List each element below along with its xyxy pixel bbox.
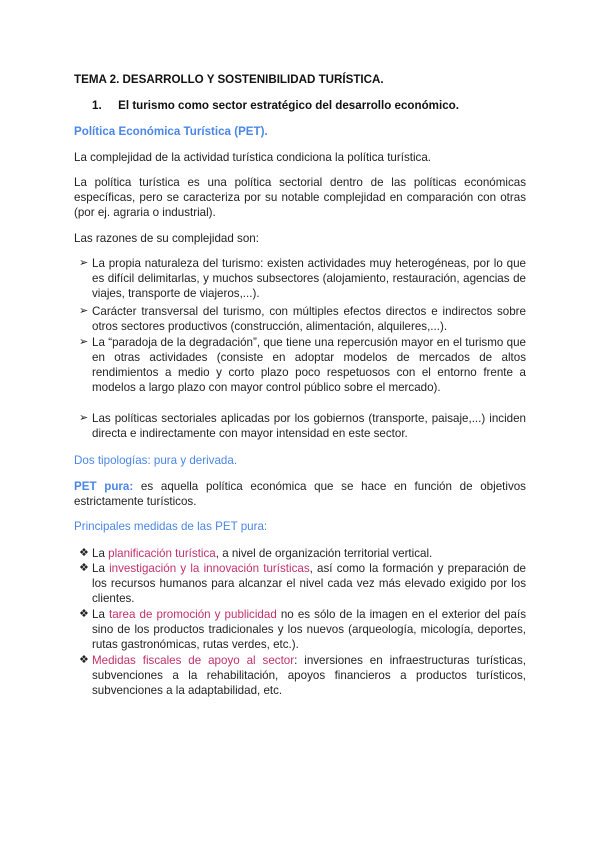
arrow-bullet-icon: ➢ bbox=[79, 412, 89, 424]
document-title: TEMA 2. DESARROLLO Y SOSTENIBILIDAD TURÍSTICA. bbox=[74, 73, 384, 86]
measure-highlight: tarea de promoción y publicidad bbox=[108, 608, 277, 621]
section-heading bbox=[92, 98, 526, 113]
reason-text: La “paradoja de la degradación”, que tiene una repercusión mayor en el turismo que en otras actividades (consiste en adoptar modelos de mercados de altos rendimientos a medio y corto plazo poco respetuosos con el entorno frente a modelos a largo plazo con mayor control público sobre el mercado). bbox=[92, 336, 526, 394]
measure-highlight: investigación y la innovación turísticas bbox=[109, 562, 310, 575]
measure-post: , así como la formación y preparación de los recursos humanos para alcanzar el nivel cada vez más elevado exigido por los clientes. bbox=[92, 562, 526, 605]
pet-pura-label: PET pura: bbox=[74, 480, 134, 493]
pet-pura-definition bbox=[74, 479, 526, 509]
diamond-bullet-icon: ❖ bbox=[79, 654, 89, 666]
pet-pura-text: es aquella política económica que se hace en función de objetivos estrictamente turísticos. bbox=[74, 480, 526, 508]
measure-pre: La bbox=[92, 608, 109, 621]
paragraph-sectoral-policy: La política turística es una política sectorial dentro de las políticas económicas específicas, pero se caracteriza por su notable complejidad en comparación con otras (por ej. agraria o industrial). bbox=[74, 176, 526, 219]
measure-text bbox=[92, 607, 526, 652]
measure-text bbox=[92, 546, 526, 561]
paragraph-complexity: La complejidad de la actividad turística condiciona la política turística. bbox=[74, 151, 432, 164]
measure-pre: La bbox=[92, 547, 109, 560]
reason-text: Carácter transversal del turismo, con múltiples efectos directos e indirectos sobre otros sectores productivos (construcción, alimentación, alquileres,...). bbox=[92, 305, 526, 333]
reasons-intro: Las razones de su complejidad son: bbox=[74, 232, 259, 245]
arrow-bullet-icon: ➢ bbox=[79, 305, 89, 317]
reason-text: Las políticas sectoriales aplicadas por los gobiernos (transporte, paisaje,...) inciden directa e indirectamente con mayor intensidad en este sector. bbox=[92, 412, 526, 440]
measure-pre: La bbox=[92, 562, 110, 575]
measure-text bbox=[92, 653, 526, 698]
section-number: 1. bbox=[92, 99, 102, 112]
measure-post: : inversiones en infraestructuras turísticas, subvenciones a la rehabilitación, apoyos financieros a productos turísticos, subvenciones a la adaptabilidad, etc. bbox=[92, 654, 527, 697]
diamond-bullet-icon: ❖ bbox=[79, 608, 89, 620]
measure-text bbox=[92, 561, 526, 606]
reason-text: La propia naturaleza del turismo: existen actividades muy heterogéneas, por lo que es difícil delimitarlas, y muchos subsectores (alojamiento, restauración, agencias de viajes, transporte de viajeros,...). bbox=[92, 257, 526, 300]
diamond-bullet-icon: ❖ bbox=[79, 547, 89, 559]
measure-post: no es sólo de la imagen en el exterior del país sino de los productos tradicionales y los nuevos (arqueología, micología, deportes, rutas gastronómicas, rutas verdes, etc.). bbox=[92, 608, 526, 651]
pet-heading: Política Económica Turística (PET). bbox=[74, 125, 268, 138]
measure-post: , a nivel de organización territorial vertical. bbox=[215, 547, 433, 560]
arrow-bullet-icon: ➢ bbox=[79, 257, 89, 269]
diamond-bullet-icon: ❖ bbox=[79, 562, 89, 574]
section-title: El turismo como sector estratégico del desarrollo económico. bbox=[118, 99, 459, 112]
measure-highlight: Medidas fiscales de apoyo al sector bbox=[92, 654, 295, 667]
typologies-heading: Dos tipologías: pura y derivada. bbox=[74, 454, 238, 467]
measures-heading: Principales medidas de las PET pura: bbox=[74, 520, 268, 533]
arrow-bullet-icon: ➢ bbox=[79, 336, 89, 348]
measure-highlight: planificación turística bbox=[108, 547, 216, 560]
